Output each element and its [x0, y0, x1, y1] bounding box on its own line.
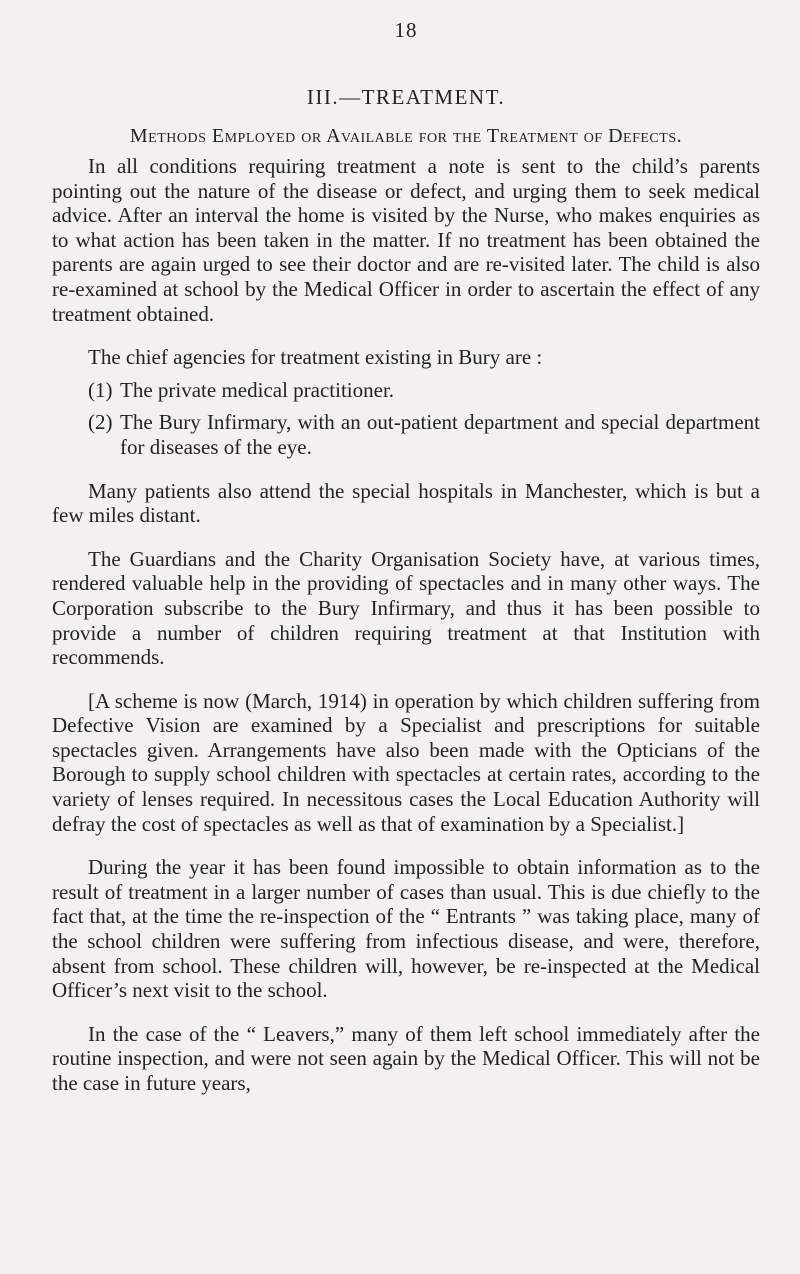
- list-item-text: The private medical practitioner.: [120, 377, 395, 402]
- paragraph-leavers: In the case of the “ Leavers,” many of them left school immediately after the routine inspection, and were not seen again by the Medical Officer. This will not be the case in future years,: [52, 1021, 760, 1095]
- list-item-text: The Bury Infirmary, with an out-patient department and special department for diseases of the eye.: [120, 410, 760, 459]
- page-number: 18: [394, 18, 418, 42]
- list-item: [52, 378, 760, 403]
- list-item: [52, 410, 760, 459]
- paragraph-spectacles-scheme: [A scheme is now (March, 1914) in operation by which children suffering from Defective Vision are examined by a Specialist and prescriptions for suitable spectacles given. Arrangements have also been made with the Opticians of the Borough to supply school children with spectacles at certain rates, according to the variety of lenses required. In necessitous cases the Local Education Authority will defray the cost of spectacles as well as that of examination by a Specialist.]: [52, 688, 760, 836]
- section-title: III.—TREATMENT.: [306, 85, 506, 109]
- list-item-number: (2): [88, 410, 113, 435]
- paragraph-notification-procedure: In all conditions requiring treatment a note is sent to the child’s parents pointing out the nature of the disease or defect, and urging them to seek medical advice. After an interval the home is visited by the Nurse, who makes enquiries as to what action has been taken in the matter. If no treatment has been obtained the parents are again urged to see their doctor and are re-visited later. The child is also re-examined at school by the Medical Officer in order to ascertain the effect of any treatment obtained.: [52, 154, 760, 326]
- section-subtitle: Methods Employed or Available for the Treatment of Defects.: [129, 125, 683, 147]
- list-item-number: (1): [88, 377, 113, 402]
- paragraph-entrants-reinspection: During the year it has been found impossible to obtain information as to the result of treatment in a larger number of cases than usual. This is due chiefly to the fact that, at the time the re-inspection of the “ Entrants ” was taking place, many of the school children were suffering from infectious disease, and were, therefore, absent from school. These children will, however, be re-inspected at the Medical Officer’s next visit to the school.: [52, 855, 760, 1003]
- paragraph-guardians-charity: The Guardians and the Charity Organisation Society have, at various times, rendered valuable help in the providing of spectacles and in many other ways. The Corporation subscribe to the Bury Infirmary, and thus it has been possible to provide a number of children requiring treatment at that Institution with recommends.: [52, 546, 760, 670]
- paragraph-agencies-intro: The chief agencies for treatment existing in Bury are :: [88, 345, 543, 370]
- paragraph-manchester-hospitals: Many patients also attend the special hospitals in Manchester, which is but a few miles distant.: [52, 478, 760, 528]
